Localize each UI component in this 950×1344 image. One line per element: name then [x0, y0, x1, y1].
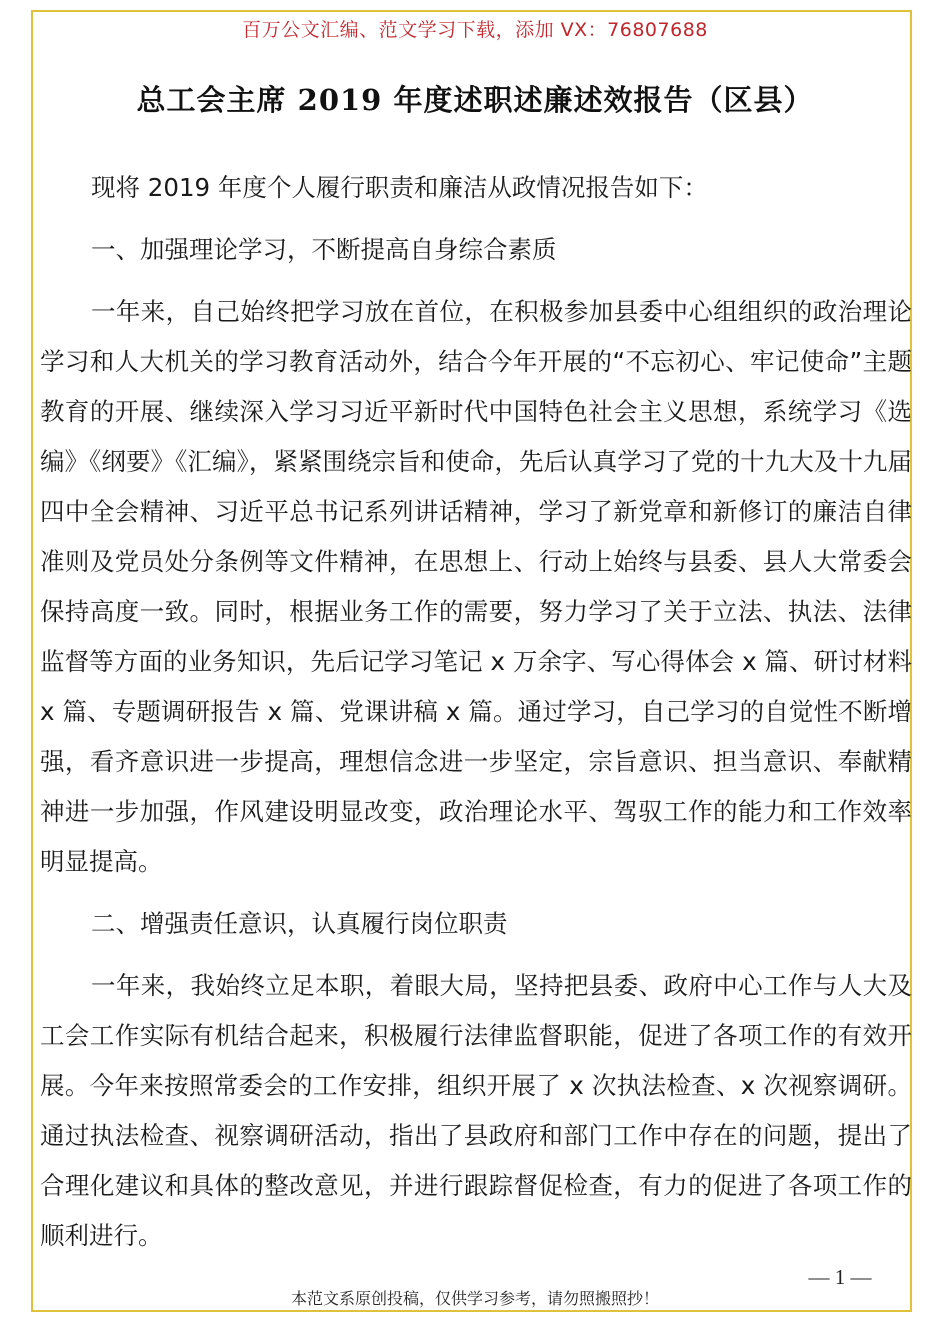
footer-note: 本范文系原创投稿，仅供学习参考，请勿照搬照抄！	[290, 1289, 659, 1308]
section-heading-2: 二、增强责任意识，认真履行岗位职责	[91, 909, 508, 938]
header-banner: 百万公文汇编、范文学习下载，添加 VX：76807688	[242, 19, 708, 41]
section-2-paragraph: 一年来，我始终立足本职，着眼大局，坚持把县委、政府中心工作与人大及工会工作实际有机结合起来，积极履行法律监督职能，促进了各项工作的有效开展。今年来按照常委会的工作安排，组织开展了 x 次执法检查、x 次视察调研。通过执法检查、视察调研活动，指出了县政府和部门工作中存在的问题，提出了合理化建议和具体的整改意见，并进行跟踪督促检查，有力的促进了各项工作的顺利进行。	[40, 971, 912, 1250]
section-1-paragraph: 一年来，自己始终把学习放在首位，在积极参加县委中心组组织的政治理论学习和人大机关的学习教育活动外，结合今年开展的“不忘初心、牢记使命”主题教育的开展、继续深入学习习近平新时代中国特色社会主义思想，系统学习《选编》《纲要》《汇编》，紧紧围绕宗旨和使命，先后认真学习了党的十九大及十九届四中全会精神、习近平总书记系列讲话精神，学习了新党章和新修订的廉洁自律准则及党员处分条例等文件精神，在思想上、行动上始终与县委、县人大常委会保持高度一致。同时，根据业务工作的需要，努力学习了关于立法、执法、法律监督等方面的业务知识，先后记学习笔记 x 万余字、写心得体会 x 篇、研讨材料 x 篇、专题调研报告 x 篇、党课讲稿 x 篇。通过学习，自己学习的自觉性不断增强，看齐意识进一步提高，理想信念进一步坚定，宗旨意识、担当意识、奉献精神进一步加强，作风建设明显改变，政治理论水平、驾驭工作的能力和工作效率明显提高。	[40, 297, 912, 876]
section-heading-1: 一、加强理论学习，不断提高自身综合素质	[91, 235, 557, 264]
page-number: — 1 —	[808, 1265, 872, 1289]
intro-paragraph: 现将 2019 年度个人履行职责和廉洁从政情况报告如下：	[91, 173, 708, 202]
document-body	[40, 163, 912, 1261]
document-title: 总工会主席 2019 年度述职述廉述效报告（区县）	[136, 83, 814, 117]
